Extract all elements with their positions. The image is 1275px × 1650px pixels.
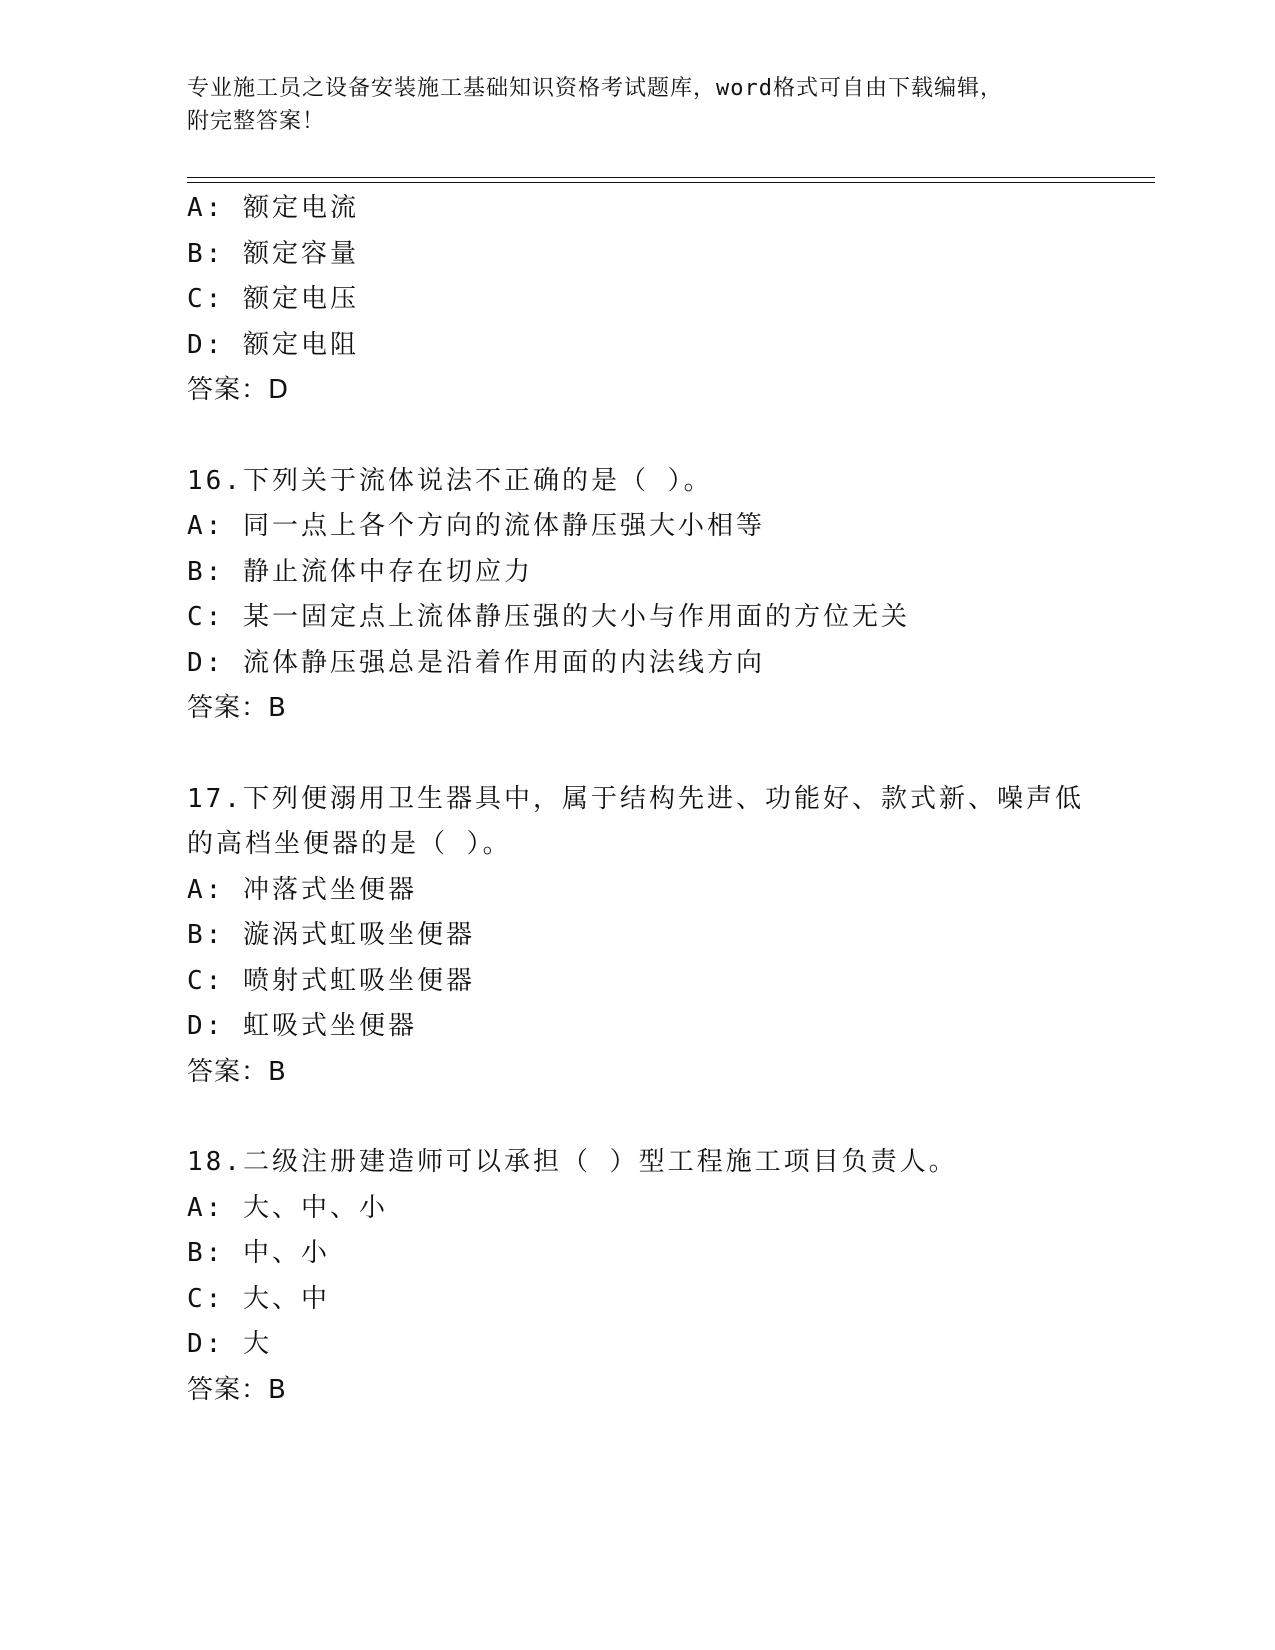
- option-a: A: 额定电流: [187, 193, 359, 223]
- question-block-17: [187, 777, 1155, 1096]
- header-line-1: 专业施工员之设备安装施工基础知识资格考试题库，word格式可自由下载编辑，: [187, 76, 1003, 101]
- question-block-18: [187, 1140, 1155, 1413]
- option-b: B: 漩涡式虹吸坐便器: [187, 920, 475, 950]
- option-c: C: 大、中: [187, 1283, 330, 1314]
- option-b: B: 额定容量: [187, 238, 359, 269]
- answer-line: 答案：B: [187, 1374, 287, 1405]
- header-line-2: 附完整答案！: [187, 109, 326, 134]
- option-d: D: 虹吸式坐便器: [187, 1011, 417, 1041]
- option-d: D: 额定电阻: [187, 329, 359, 360]
- option-a: A: 冲落式坐便器: [187, 874, 417, 905]
- option-b: B: 中、小: [187, 1238, 330, 1268]
- option-c: C: 额定电压: [187, 284, 359, 314]
- question-text-line-1: 17.下列便溺用卫生器具中，属于结构先进、功能好、款式新、噪声低: [187, 783, 1084, 814]
- spacer: [187, 1095, 1155, 1140]
- question-list: [187, 186, 1155, 1413]
- question-block-15: [187, 186, 1155, 414]
- answer-line: 答案：D: [187, 375, 290, 405]
- question-text-line-2: 的高档坐便器的是（ ）。: [187, 829, 512, 859]
- option-c: C: 某一固定点上流体静压强的大小与作用面的方位无关: [187, 602, 910, 632]
- answer-line: 答案：B: [187, 1056, 287, 1087]
- option-a: A: 大、中、小: [187, 1192, 388, 1223]
- document-header: [187, 72, 1087, 138]
- question-text: 18.二级注册建造师可以承担（ ）型工程施工项目负责人。: [187, 1147, 958, 1177]
- spacer: [187, 732, 1155, 777]
- spacer: [187, 414, 1155, 459]
- option-c: C: 喷射式虹吸坐便器: [187, 965, 475, 996]
- answer-line: 答案：B: [187, 693, 287, 723]
- question-block-16: [187, 459, 1155, 732]
- option-d: D: 大: [187, 1329, 272, 1359]
- option-a: A: 同一点上各个方向的流体静压强大小相等: [187, 511, 765, 541]
- header-divider: [187, 177, 1155, 183]
- option-b: B: 静止流体中存在切应力: [187, 556, 533, 587]
- option-d: D: 流体静压强总是沿着作用面的内法线方向: [187, 647, 765, 678]
- question-text: 16.下列关于流体说法不正确的是（ ）。: [187, 465, 713, 496]
